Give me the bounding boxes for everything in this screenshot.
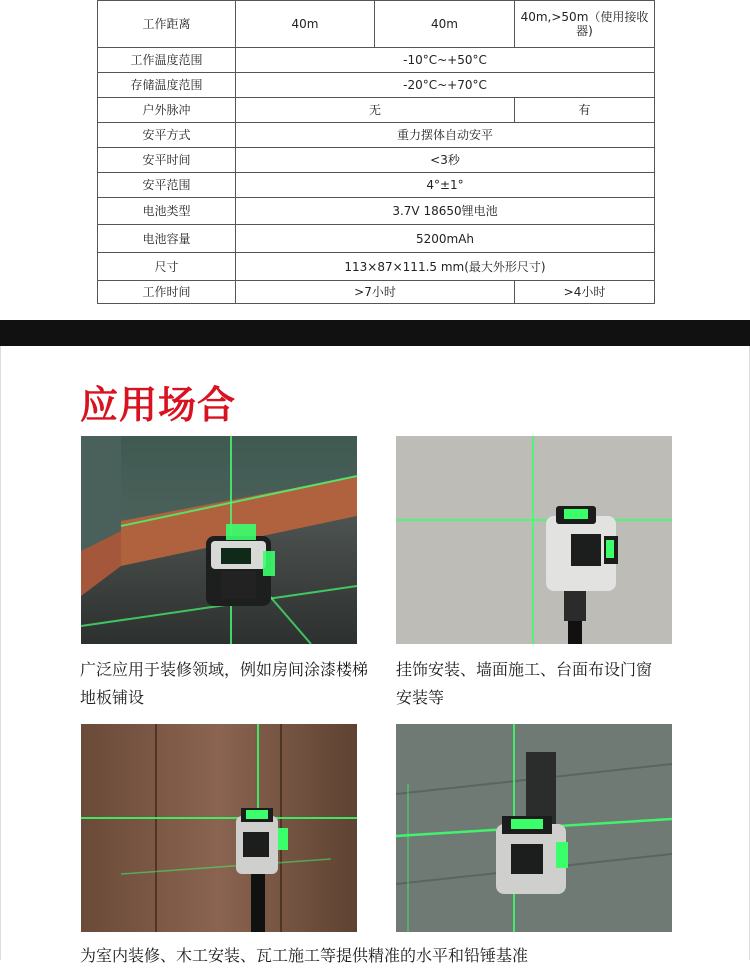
spec-table [97,0,655,304]
table-cell: 40m,>50m（使用接收器) [515,1,655,48]
table-cell: 4°±1° [236,173,655,198]
caption-1: 广泛应用于装修领域，例如房间涂漆楼梯地板铺设 [80,660,369,707]
table-cell: -20°C~+70°C [236,73,655,98]
table-cell: <3秒 [236,148,655,173]
table-row [98,1,655,48]
row-label: 安平方式 [98,123,236,148]
table-row [98,281,655,304]
table-cell: 5200mAh [236,225,655,253]
table-cell: 无 [236,98,515,123]
table-cell: 重力摆体自动安平 [236,123,655,148]
table-cell: >7小时 [236,281,515,304]
table-row [98,48,655,73]
photo-wood-wall [81,724,357,932]
table-cell: 113×87×111.5 mm(最大外形尺寸) [236,253,655,281]
table-row [98,98,655,123]
table-row [98,225,655,253]
photo-wood-wall-image [81,724,357,932]
photo-room-floor [81,436,357,644]
caption-3: 为室内装修、木工安装、瓦工施工等提供精准的水平和铅锤基准 [80,946,529,965]
table-row [98,173,655,198]
row-label: 安平时间 [98,148,236,173]
table-cell: -10°C~+50°C [236,48,655,73]
row-label: 工作时间 [98,281,236,304]
row-label: 安平范围 [98,173,236,198]
photo-room-floor-image [81,436,357,644]
photo-wall-tripod [396,436,672,644]
row-label: 工作距离 [98,1,236,48]
table-row [98,253,655,281]
table-cell: >4小时 [515,281,655,304]
photo-wall-bracket [396,724,672,932]
section-divider-bar [0,320,750,346]
photo-wall-bracket-image [396,724,672,932]
photo-wall-tripod-image [396,436,672,644]
row-label: 户外脉冲 [98,98,236,123]
table-row [98,123,655,148]
section-title: 应用场合 [80,383,237,427]
table-row [98,73,655,98]
table-row [98,148,655,173]
spec-table-wrapper [97,0,654,304]
table-cell: 40m [236,1,375,48]
row-label: 工作温度范围 [98,48,236,73]
table-row [98,198,655,225]
table-cell: 3.7V 18650锂电池 [236,198,655,225]
caption-2: 挂饰安装、墙面施工、台面布设门窗安装等 [396,660,653,707]
row-label: 存储温度范围 [98,73,236,98]
table-cell: 40m [375,1,515,48]
row-label: 尺寸 [98,253,236,281]
table-cell: 有 [515,98,655,123]
row-label: 电池容量 [98,225,236,253]
row-label: 电池类型 [98,198,236,225]
